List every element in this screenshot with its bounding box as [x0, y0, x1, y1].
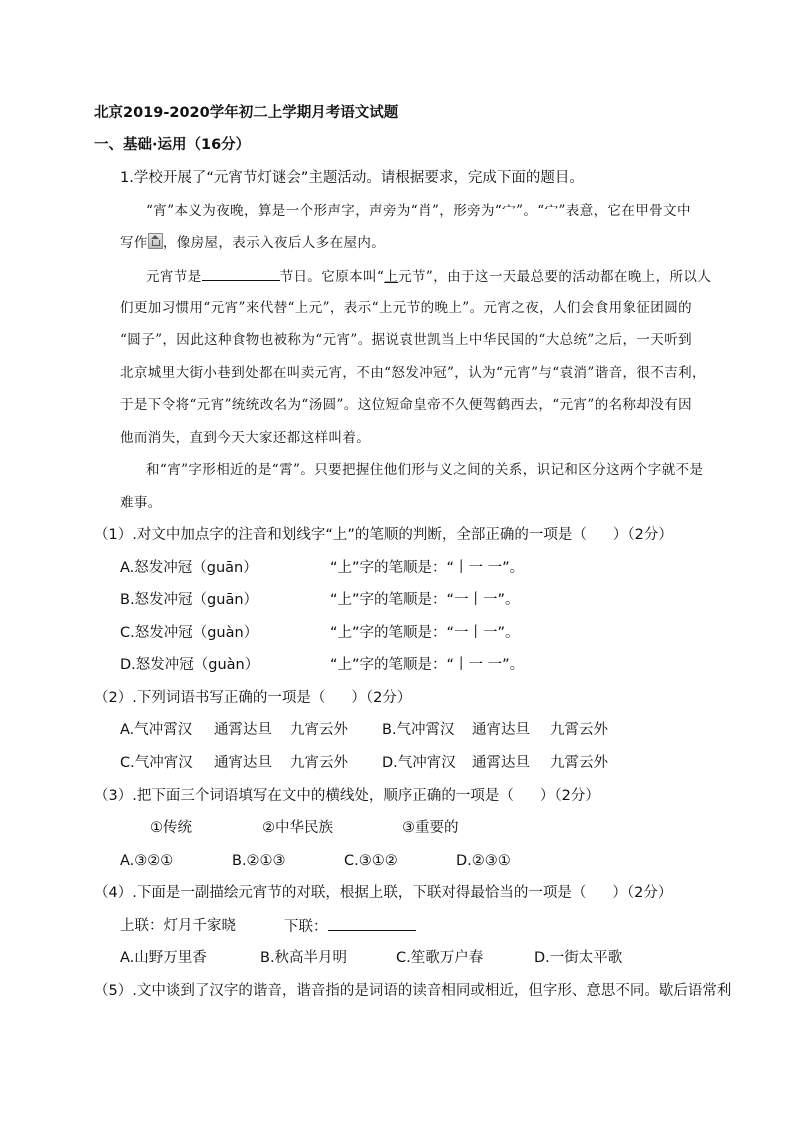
- passage-line: 他而消失，直到今天大家还都这样叫着。: [120, 430, 371, 446]
- passage-line: [120, 233, 385, 253]
- question-stem: [94, 883, 672, 903]
- option-d: D.一街太平歌: [534, 950, 623, 966]
- option-word: B.气冲霄汉: [382, 722, 455, 738]
- option-a-left: A.怒发冲冠（guān）: [120, 560, 258, 576]
- exam-title: 北京2019-2020学年初二上学期月考语文试题: [94, 105, 399, 121]
- option-word: D.气冲宵汉: [382, 755, 456, 771]
- underlined-char: 上: [384, 269, 399, 285]
- passage-line: 北京城里大街小巷到处都在叫卖元宵，不由“怒发冲冠”，认为“元宵”与“袁消”谐音，很不吉利，: [120, 365, 706, 381]
- option-word: A.气冲霄汉: [120, 722, 193, 738]
- passage-line: “宵”本义为夜晚，算是一个形声字，声旁为“肖”，形旁为“宀”。“宀”表意，它在甲骨文中: [146, 203, 691, 219]
- option-word: 九霄云外: [550, 722, 608, 738]
- question-stem: （5）.文中谈到了汉字的谐音，谐音指的是词语的读音相同或相近，但字形、意思不同。歇后语常利: [94, 983, 732, 999]
- passage-line: “圆子”，因此这种食物也被称为“元宵”。据说袁世凯当上中华民国的“大总统”之后，一天听到: [120, 332, 693, 348]
- section-heading: 一、基础·运用（16分）: [94, 137, 251, 153]
- stem-text: （1）.对文中加点字的注音和划线字“上”的笔顺的判断，全部正确的一项是（: [94, 527, 587, 543]
- option-c-right: “上”字的笔顺是：“一丨一”。: [330, 625, 520, 641]
- lower-couplet: [284, 916, 416, 937]
- option-b: B.②①③: [232, 853, 286, 869]
- option-word: 九宵云外: [290, 755, 348, 771]
- question-1-intro: 1.学校开展了“元宵节灯谜会”主题活动。请根据要求，完成下面的题目。: [120, 170, 584, 186]
- option-b-left: B.怒发冲冠（guān）: [120, 592, 259, 608]
- upper-couplet: 上联：灯月千家晓: [120, 918, 236, 934]
- passage-line: 于是下令将“元宵”统统改名为“汤圆”。这位短命皇帝不久便驾鹤西去，“元宵”的名称却没有因: [120, 397, 693, 413]
- option-word: C.气冲宵汉: [120, 755, 193, 771]
- passage-line: 们更加习惯用“元宵”来代替“上元”，表示“上元节的晚上”。元宵之夜，人们会食用象征团圆的: [120, 300, 693, 316]
- option-c-left: C.怒发冲冠（guàn）: [120, 625, 259, 641]
- oracle-bone-glyph-image: [148, 233, 163, 249]
- passage-line: [146, 266, 711, 287]
- passage-text: ，像房屋，表示入夜后人多在屋内。: [162, 235, 386, 251]
- option-d-right: “上”字的笔顺是：“丨一 一”。: [330, 657, 525, 673]
- option-b-right: “上”字的笔顺是：“一丨一”。: [330, 592, 520, 608]
- lower-couplet-label: 下联：: [284, 919, 328, 935]
- option-b: B.秋高半月明: [260, 950, 348, 966]
- stem-text: ）（2分）: [351, 690, 412, 706]
- fill-blank: [328, 916, 416, 931]
- option-word: 通宵达旦: [472, 722, 530, 738]
- fill-blank: [202, 266, 280, 281]
- option-c: C.笙歌万户春: [396, 950, 484, 966]
- option-word: 通霄达旦: [214, 722, 272, 738]
- stem-text: （3）.把下面三个词语填写在文中的横线处，顺序正确的一项是（: [94, 788, 514, 804]
- option-a: A.山野万里香: [120, 950, 207, 966]
- option-d: D.②③①: [456, 853, 511, 869]
- option-word: 九宵云外: [290, 722, 348, 738]
- passage-text: 元宵节是: [146, 269, 202, 285]
- option-word: 通霄达旦: [472, 755, 530, 771]
- question-stem: [94, 688, 411, 708]
- stem-text: ）（2分）: [612, 885, 673, 901]
- passage-text: 写作: [120, 235, 148, 251]
- word-item: ②中华民族: [262, 820, 333, 836]
- option-word: 通宵达旦: [214, 755, 272, 771]
- passage-line: 难事。: [120, 495, 162, 511]
- option-word: 九霄云外: [550, 755, 608, 771]
- option-c: C.③①②: [344, 853, 398, 869]
- question-stem: [94, 786, 600, 806]
- stem-text: ）（2分）: [612, 527, 673, 543]
- word-item: ③重要的: [402, 820, 459, 836]
- passage-text: 元节”，由于这一天最总要的活动都在晚上，所以人: [398, 269, 712, 285]
- passage-line: 和“宵”字形相近的是“霄”。只要把握住他们形与义之间的关系，识记和区分这两个字就不是: [146, 462, 704, 478]
- stem-text: ）（2分）: [539, 788, 600, 804]
- option-d-left: D.怒发冲冠（guàn）: [120, 657, 260, 673]
- option-a-right: “上”字的笔顺是：“丨一 一”。: [330, 560, 525, 576]
- question-stem: [94, 525, 673, 545]
- word-item: ①传统: [150, 820, 192, 836]
- passage-text: 节日。它原本叫“: [279, 269, 385, 285]
- option-a: A.③②①: [120, 853, 174, 869]
- stem-text: （4）.下面是一副描绘元宵节的对联，根据上联，下联对得最恰当的一项是（: [94, 885, 587, 901]
- stem-text: （2）.下列词语书写正确的一项是（: [94, 690, 326, 706]
